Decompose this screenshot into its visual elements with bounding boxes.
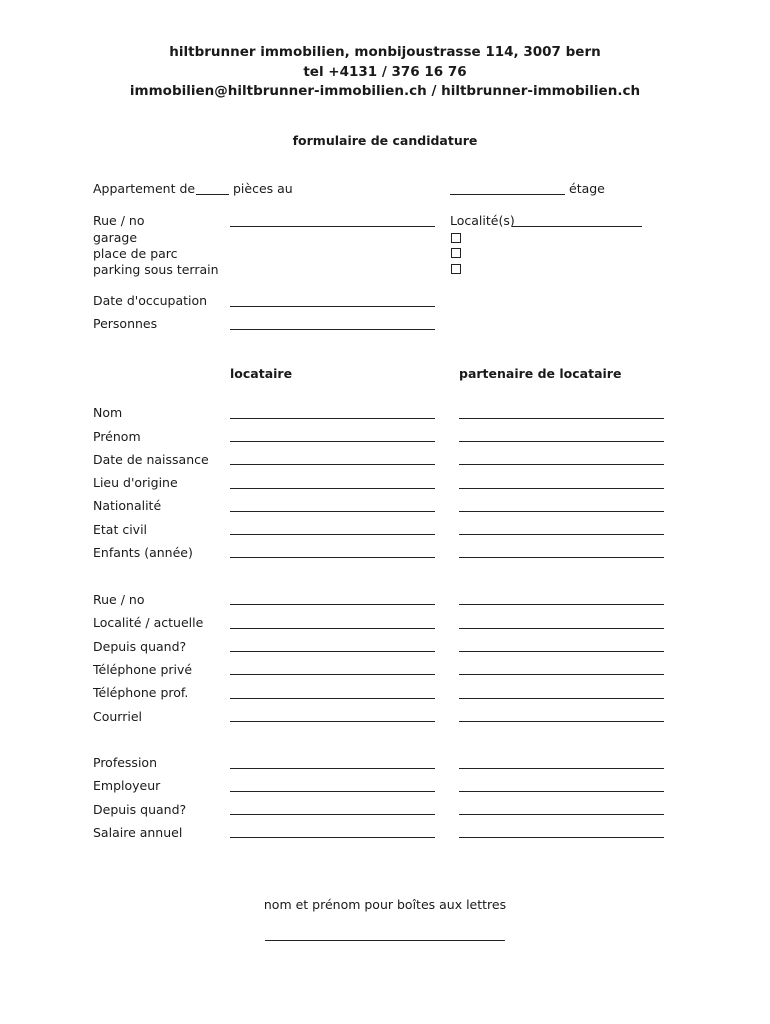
tenant-birthdate-field[interactable]: [230, 464, 435, 465]
tenant-column-heading: locataire: [230, 366, 293, 381]
tenant-civil-status-field[interactable]: [230, 534, 435, 535]
partner-birthdate-field[interactable]: [459, 464, 664, 465]
partner-civil-status-field[interactable]: [459, 534, 664, 535]
underground-parking-label: parking sous terrain: [93, 262, 219, 277]
field-label: Etat civil: [93, 522, 148, 537]
parking-space-label: place de parc: [93, 246, 178, 261]
partner-street-field[interactable]: [459, 604, 664, 605]
tenant-firstname-field[interactable]: [230, 441, 435, 442]
agency-phone: tel +4131 / 376 16 76: [303, 64, 467, 80]
partner-nationality-field[interactable]: [459, 511, 664, 512]
field-label: Salaire annuel: [93, 825, 183, 840]
field-label: Date de naissance: [93, 452, 209, 467]
field-label: Téléphone privé: [93, 662, 193, 677]
field-label: Nom: [93, 405, 123, 420]
field-label: Rue / no: [93, 592, 145, 607]
agency-email-website: immobilien@hiltbrunner-immobilien.ch / hiltbrunner-immobilien.ch: [129, 83, 641, 99]
occupation-date-label: Date d'occupation: [93, 293, 208, 308]
partner-column-heading: partenaire de locataire: [459, 366, 622, 381]
garage-checkbox[interactable]: [451, 233, 461, 243]
tenant-employer-field[interactable]: [230, 791, 435, 792]
partner-email-field[interactable]: [459, 721, 664, 722]
partner-locality-field[interactable]: [459, 628, 664, 629]
mailbox-name-field[interactable]: [265, 940, 505, 941]
partner-private-phone-field[interactable]: [459, 674, 664, 675]
field-label: Profession: [93, 755, 157, 770]
partner-origin-field[interactable]: [459, 488, 664, 489]
agency-name-address: hiltbrunner immobilien, monbijoustrasse 114, 3007 bern: [169, 44, 601, 60]
locality-field[interactable]: [512, 226, 642, 227]
tenant-locality-field[interactable]: [230, 628, 435, 629]
partner-firstname-field[interactable]: [459, 441, 664, 442]
rooms-field[interactable]: [196, 194, 229, 195]
parking-space-checkbox[interactable]: [451, 248, 461, 258]
partner-profession-field[interactable]: [459, 768, 664, 769]
tenant-private-phone-field[interactable]: [230, 674, 435, 675]
field-label: Depuis quand?: [93, 802, 187, 817]
field-label: Courriel: [93, 709, 142, 724]
tenant-employed-since-field[interactable]: [230, 814, 435, 815]
partner-employed-since-field[interactable]: [459, 814, 664, 815]
floor-label: étage: [569, 181, 605, 196]
locality-label: Localité(s): [450, 213, 515, 228]
partner-salary-field[interactable]: [459, 837, 664, 838]
persons-label: Personnes: [93, 316, 158, 331]
tenant-name-field[interactable]: [230, 418, 435, 419]
field-label: Enfants (année): [93, 545, 193, 560]
street-field[interactable]: [230, 226, 435, 227]
garage-label: garage: [93, 230, 138, 245]
street-label: Rue / no: [93, 213, 145, 228]
apartment-label: Appartement de: [93, 181, 196, 196]
rooms-suffix-label: pièces au: [233, 181, 293, 196]
tenant-origin-field[interactable]: [230, 488, 435, 489]
tenant-profession-field[interactable]: [230, 768, 435, 769]
form-title: formulaire de candidature: [292, 133, 478, 148]
tenant-street-field[interactable]: [230, 604, 435, 605]
partner-since-field[interactable]: [459, 651, 664, 652]
field-label: Prénom: [93, 429, 141, 444]
tenant-email-field[interactable]: [230, 721, 435, 722]
partner-children-field[interactable]: [459, 557, 664, 558]
tenant-children-field[interactable]: [230, 557, 435, 558]
persons-field[interactable]: [230, 329, 435, 330]
field-label: Localité / actuelle: [93, 615, 204, 630]
mailbox-label: nom et prénom pour boîtes aux lettres: [263, 897, 507, 912]
partner-work-phone-field[interactable]: [459, 698, 664, 699]
occupation-date-field[interactable]: [230, 306, 435, 307]
tenant-nationality-field[interactable]: [230, 511, 435, 512]
tenant-since-field[interactable]: [230, 651, 435, 652]
underground-parking-checkbox[interactable]: [451, 264, 461, 274]
field-label: Employeur: [93, 778, 161, 793]
partner-name-field[interactable]: [459, 418, 664, 419]
tenant-work-phone-field[interactable]: [230, 698, 435, 699]
field-label: Lieu d'origine: [93, 475, 178, 490]
field-label: Nationalité: [93, 498, 162, 513]
partner-employer-field[interactable]: [459, 791, 664, 792]
floor-field[interactable]: [450, 194, 565, 195]
field-label: Depuis quand?: [93, 639, 187, 654]
field-label: Téléphone prof.: [93, 685, 189, 700]
tenant-salary-field[interactable]: [230, 837, 435, 838]
